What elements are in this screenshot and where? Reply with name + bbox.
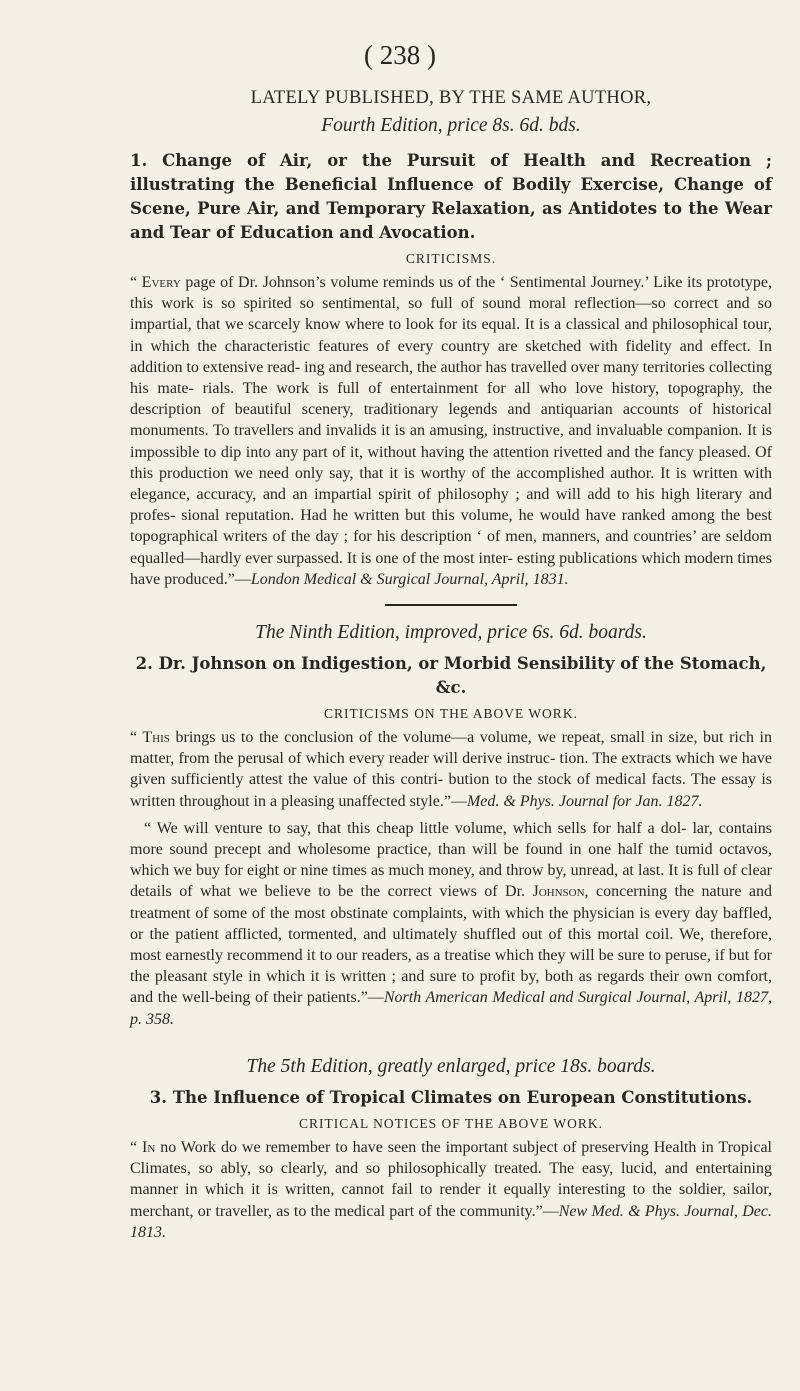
review-4 (130, 1137, 772, 1243)
review-3-text: “ We will venture to say, that this cheap little volume, which sells for half a dol- lar, contains more sound precept and wholesome practice, than will be found in one half the tumid octavos, which we buy for eight or nine times as much money, and throw by, unread, at last. It is full of clear details of what we believe to be the correct views of Dr. (130, 819, 772, 901)
edition-note-1: Fourth Edition, price 8s. 6d. bds. (321, 115, 581, 136)
review-3 (130, 818, 772, 1030)
review-1 (130, 272, 772, 590)
edition-note-3: The 5th Edition, greatly enlarged, price 18s. boards. (246, 1055, 656, 1077)
review-1-open: “ Every (130, 274, 181, 291)
review-1-source: London Medical & Surgical Journal, April, 1831. (250, 570, 569, 588)
review-2-open: “ This (130, 729, 170, 747)
criticisms-heading-3: CRITICAL NOTICES OF THE ABOVE WORK. (298, 1115, 603, 1131)
review-4-source: New Med. & Phys. Journal, Dec. 1813. (130, 1202, 772, 1241)
book-title-2: 2. Dr. Johnson on Indigestion, or Morbid Sensibility of the Stomach, &c. (135, 654, 767, 698)
page-number: ( 238 ) (364, 40, 436, 70)
section-divider (385, 604, 517, 606)
review-2-body: brings us to the conclusion of the volume—a volume, we repeat, small in size, but rich in matter, from the perusal of which every reader will derive instruc- tion. The extracts which we have given sufficiently attest the value of this contri- bution to the stock of medical facts. The essay is written throughout in a pleasing unaffected style.”— (130, 729, 772, 810)
criticisms-heading-2: CRITICISMS ON THE ABOVE WORK. (324, 706, 578, 722)
review-3-source: North American Medical and Surgical Journal, April, 1827, p. 358. (130, 989, 772, 1028)
review-4-open: “ In (130, 1138, 156, 1156)
review-3-rest: , concerning the nature and treatment of some of the most obstinate complaints, with which the physician is every day baffled, or the patient afflicted, tormented, and ultimately shuffled out of this mortal coil. We, therefore, most earnestly recommend it to our readers, as a treatise which they will be sure to peruse, if but for the pleasant style in which it is written ; and sure to profit by, both as regards their own comfort, and the well-being of their patients.”— (130, 883, 773, 1007)
edition-note-2: The Ninth Edition, improved, price 6s. 6d. boards. (255, 622, 647, 644)
advertisement-section (130, 88, 772, 1243)
review-1-body: page of Dr. Johnson’s volume reminds us of the ‘ Sentimental Journey.’ Like its prototype, this work is so spirited so sentimental, so full of sound moral reflection—so correct and so impartial, that we scarcely know where to look for its equal. It is a classical and philosophical tour, in which the characteristic features of every country are sketched with fidelity and effect. In addition to extensive read- ing and research, the author has travelled over many territories collecting his mate- rials. The work is full of entertainment for all who love history, topography, the description of beautiful scenery, traditionary legends and antiquarian accounts of historical monuments. To travellers and invalids it is an amusing, instructive, and invaluable companion. It is impossible to dip into any part of it, without having the attention rivetted and the fancy pleased. Of this production we need only say, that it is worthy of the accomplished author. It is written with elegance, accuracy, and an impartial spirit of philosophy ; and will add to his high literary and profes- sional reputation. Had he written but this volume, he would have ranked among the best topographical writers of the day ; for his description ‘ of men, manners, and countries’ are seldom equalled—hardly ever surpassed. It is one of the most inter- esting publications which modern times have produced.”— (130, 274, 772, 588)
book-title-1: 1. Change of Air, or the Pursuit of Health and Recreation ; illustrating the Beneficial Influence of Bodily Exercise, Change of Scene, Pure Air, and Temporary Relaxation, as Antidotes to the Wear and Tear of Education and Avocation. (130, 151, 772, 242)
book-title-3: 3. The Influence of Tropical Climates on European Constitutions. (149, 1087, 753, 1107)
criticisms-heading-1: CRITICISMS. (405, 251, 497, 266)
review-4-body: no Work do we remember to have seen the important subject of preserving Health in Tropical Climates, so ably, so clearly, and so philosophically treated. The easy, lucid, and entertaining manner in which it is written, cannot fail to render it equally interesting to the soldier, sailor, merchant, or traveller, as to the medical part of the community.”— (130, 1138, 773, 1220)
review-3-name: Johnson (532, 883, 585, 901)
review-2-source: Med. & Phys. Journal for Jan. 1827. (466, 792, 703, 810)
review-2 (130, 727, 772, 812)
page-heading: LATELY PUBLISHED, BY THE SAME AUTHOR, (250, 88, 652, 108)
